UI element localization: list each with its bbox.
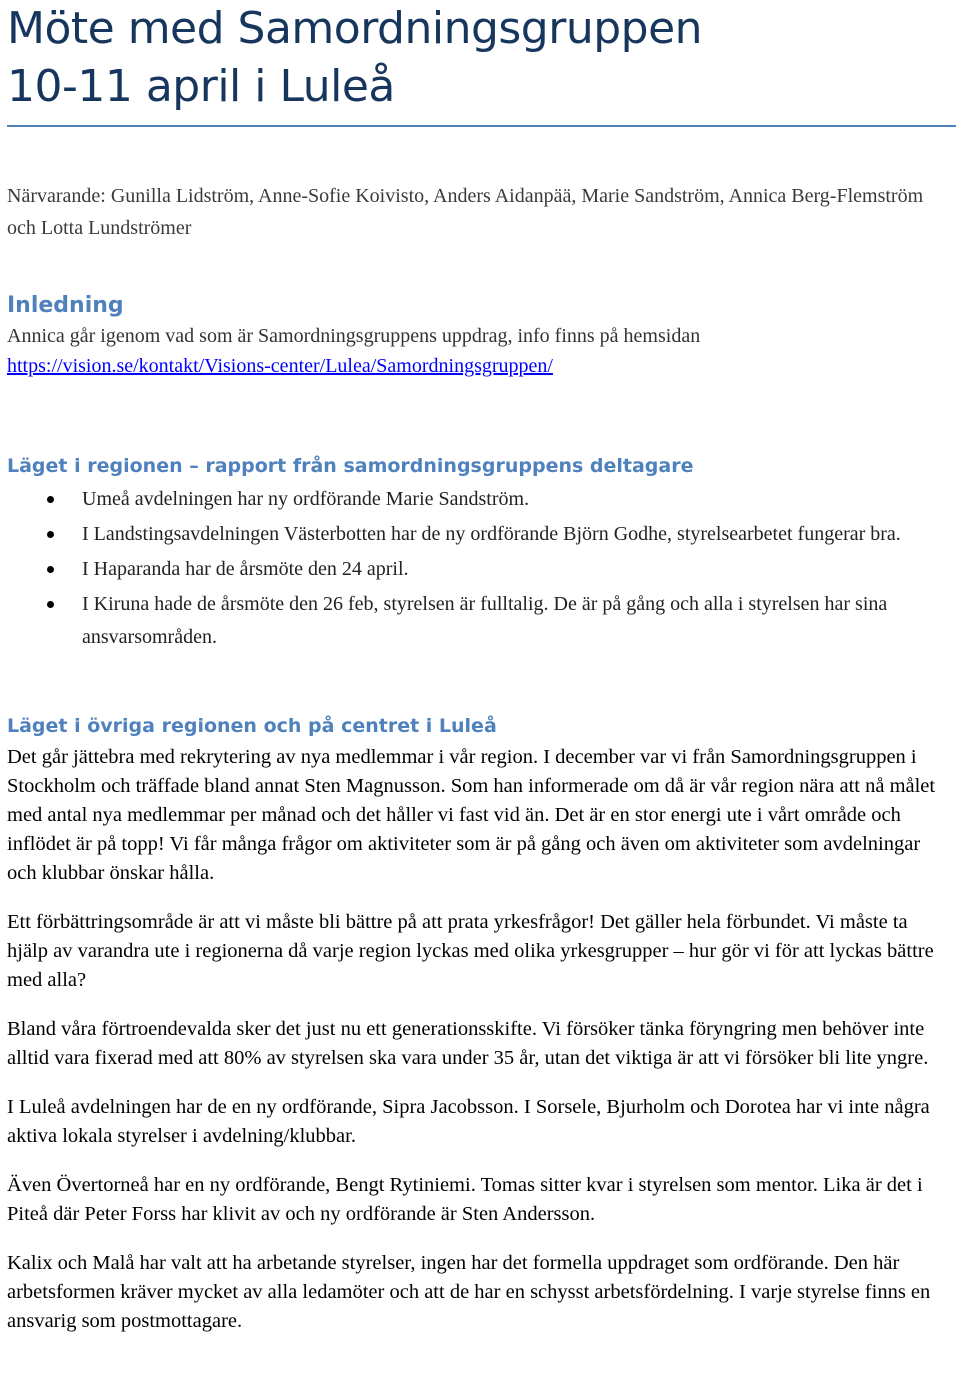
- bullet-text: I Landstingsavdelningen Västerbotten har de ny ordförande Björn Godhe, styrelsearbetet fungerar bra.: [82, 523, 901, 545]
- bullet-icon: [47, 601, 54, 608]
- title-line-2: 10-11 april i Luleå: [7, 61, 395, 112]
- bullet-icon: [47, 566, 54, 573]
- samordningsgruppen-link[interactable]: https://vision.se/kontakt/Visions-center/Lulea/Samordningsgruppen/: [7, 355, 553, 377]
- bullet-text: I Haparanda har de årsmöte den 24 april.: [82, 558, 409, 580]
- title-line-1: Möte med Samordningsgruppen: [7, 3, 703, 54]
- intro-paragraph: [7, 321, 952, 381]
- list-item: [7, 518, 952, 551]
- title-divider: [7, 125, 956, 127]
- paragraph: Kalix och Malå har valt att ha arbetande styrelser, ingen har det formella uppdraget som ordförande. Den här arbetsformen kräver mycket av alla ledamöter och att de har en schysst arbetsfördelning. I varje styrelse finns en ansvarig som postmottagare.: [7, 1252, 931, 1332]
- bullet-icon: [47, 531, 54, 538]
- paragraph: Det går jättebra med rekrytering av nya medlemmar i vår region. I december var vi från Samordningsgruppen i Stockholm och träffade bland annat Sten Magnusson. Som han informerade om då är vår region nära att nå målet med antal nya medlemmar per månad och det håller vi fast vid än. Det är en stor energi ute i vårt område och inflödet är på topp! Vi får många frågor om aktiviteter som är på gång och även om aktiviteter som avdelningar och klubbar önskar hålla.: [7, 746, 936, 884]
- other-region-paragraphs: [7, 743, 952, 1356]
- bullet-text: Umeå avdelningen har ny ordförande Marie Sandström.: [82, 488, 530, 510]
- intro-text: Annica går igenom vad som är Samordningsgruppens uppdrag, info finns på hemsidan: [7, 325, 701, 347]
- document-title: [7, 0, 952, 116]
- list-item: [7, 483, 952, 516]
- intro-heading: Inledning: [7, 293, 124, 318]
- paragraph: Även Övertorneå har en ny ordförande, Bengt Rytiniemi. Tomas sitter kvar i styrelsen som mentor. Lika är det i Piteå där Peter Forss har klivit av och ny ordförande är Sten Andersson.: [7, 1174, 923, 1225]
- other-region-heading: Läget i övriga regionen och på centret i Luleå: [7, 715, 497, 737]
- region-heading: Läget i regionen – rapport från samordningsgruppens deltagare: [7, 455, 694, 477]
- paragraph: Bland våra förtroendevalda sker det just nu ett generationsskifte. Vi försöker tänka föryngring men behöver inte alltid vara fixerad med att 80% av styrelsen ska vara under 35 år, utan det viktiga är att vi försöker bli lite yngre.: [7, 1018, 929, 1069]
- paragraph: I Luleå avdelningen har de en ny ordförande, Sipra Jacobsson. I Sorsele, Bjurholm och Dorotea har vi inte några aktiva lokala styrelser i avdelning/klubbar.: [7, 1096, 930, 1147]
- document-page: [7, 0, 952, 1332]
- bullet-text: I Kiruna hade de årsmöte den 26 feb, styrelsen är fulltalig. De är på gång och alla i styrelsen har sina ansvarsområden.: [82, 593, 888, 648]
- attendees-text: Närvarande: Gunilla Lidström, Anne-Sofie Koivisto, Anders Aidanpää, Marie Sandström, Annica Berg-Flemström och Lotta Lundströmer: [7, 185, 924, 239]
- paragraph: Ett förbättringsområde är att vi måste bli bättre på att prata yrkesfrågor! Det gäller hela förbundet. Vi måste ta hjälp av varandra ute i regionerna då varje region lyckas med olika yrkesgrupper – hur gör vi för att lyckas bättre med alla?: [7, 911, 934, 991]
- list-item: [7, 553, 952, 586]
- bullet-icon: [47, 496, 54, 503]
- list-item: [7, 588, 952, 654]
- region-bullet-list: [7, 483, 952, 656]
